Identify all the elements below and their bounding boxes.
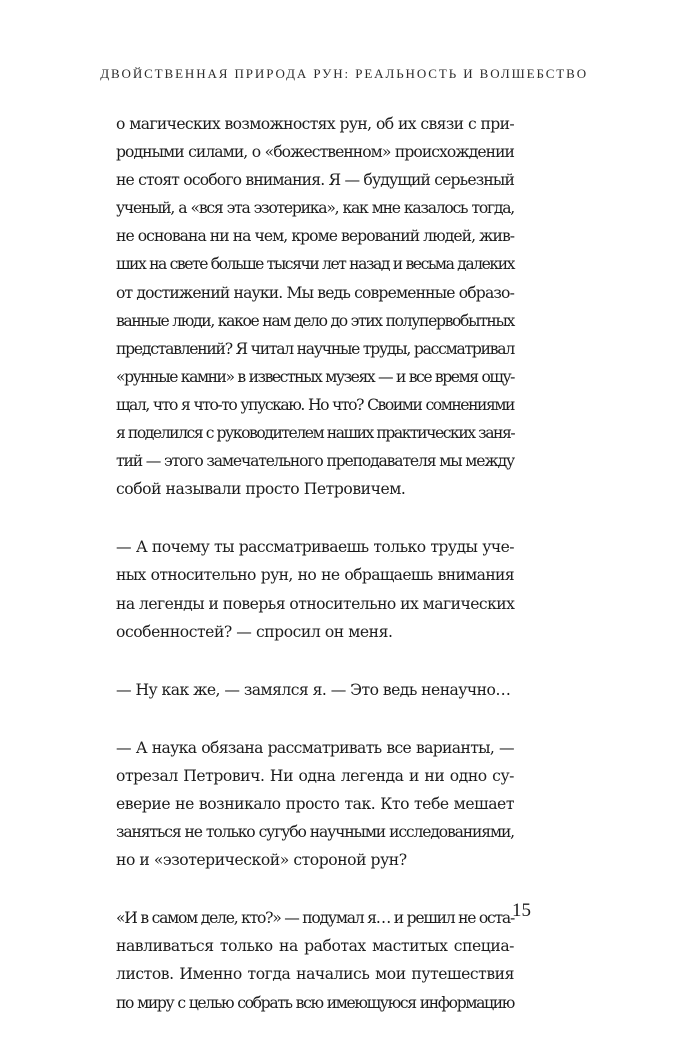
text-line: ванные люди, какое нам дело до этих полупервобытных — [116, 311, 514, 330]
text-line: ных относительно рун, но не обращаешь внимания — [116, 566, 514, 585]
paragraph-1 — [116, 110, 514, 503]
text-line: — А почему ты рассматриваешь только труды уче- — [116, 538, 514, 557]
text-line: собой называли просто Петровичем. — [116, 480, 406, 499]
text-line: на легенды и поверья относительно их магических — [116, 594, 515, 613]
text-line: не основана ни на чем, кроме верований людей, жив- — [116, 227, 515, 246]
text-line: я поделился с руководителем наших практических заня- — [116, 424, 515, 443]
text-line: отрезал Петрович. Ни одна легенда и ни одно су- — [116, 766, 514, 785]
text-line: особенностей? — спросил он меня. — [116, 622, 393, 641]
text-line: по миру с целью собрать всю имеющуюся информацию — [116, 993, 514, 1012]
text-line: ученый, а «вся эта эзотерика», как мне казалось тогда, — [116, 199, 514, 218]
text-line: щал, что я что-то упускаю. Но что? Своими сомнениями — [116, 395, 514, 414]
text-line: — А наука обязана рассматривать все варианты, — — [116, 738, 514, 757]
running-header: ДВОЙСТВЕННАЯ ПРИРОДА РУН: РЕАЛЬНОСТЬ И ВОЛШЕБСТВО — [100, 66, 588, 81]
text-line: ших на свете больше тысячи лет назад и весьма далеких — [116, 255, 514, 274]
text-line: «И в самом деле, кто?» — подумал я… и решил не оста- — [116, 909, 514, 928]
text-line: родными силами, о «божественном» происхождении — [116, 143, 514, 162]
page-number: 15 — [512, 900, 531, 921]
text-line: еверие не возникало просто так. Кто тебе мешает — [116, 794, 514, 813]
text-line: — Ну как же, — замялся я. — Это ведь ненаучно… — [116, 680, 511, 699]
text-line: о магических возможностях рун, об их связи с при- — [116, 115, 514, 133]
text-line: тий — этого замечательного преподавателя мы между — [116, 452, 515, 471]
body-text — [116, 110, 514, 1047]
text-line: листов. Именно тогда начались мои путешествия — [116, 965, 514, 984]
text-line: представлений? Я читал научные труды, рассматривал — [116, 339, 514, 358]
paragraph-4 — [116, 734, 514, 874]
text-line: от достижений науки. Мы ведь современные образо- — [116, 283, 515, 302]
text-line: навливаться только на работах маститых специа- — [116, 937, 514, 956]
paragraph-2 — [116, 533, 514, 645]
text-line: но и «эзотерической» стороной рун? — [116, 851, 407, 870]
text-line: не стоят особого внимания. Я — будущий серьезный — [116, 171, 514, 190]
text-line: «рунные камни» в известных музеях — и все время ощу- — [116, 367, 514, 386]
text-line: заняться не только сугубо научными исследованиями, — [116, 823, 514, 842]
paragraph-3 — [116, 676, 514, 704]
